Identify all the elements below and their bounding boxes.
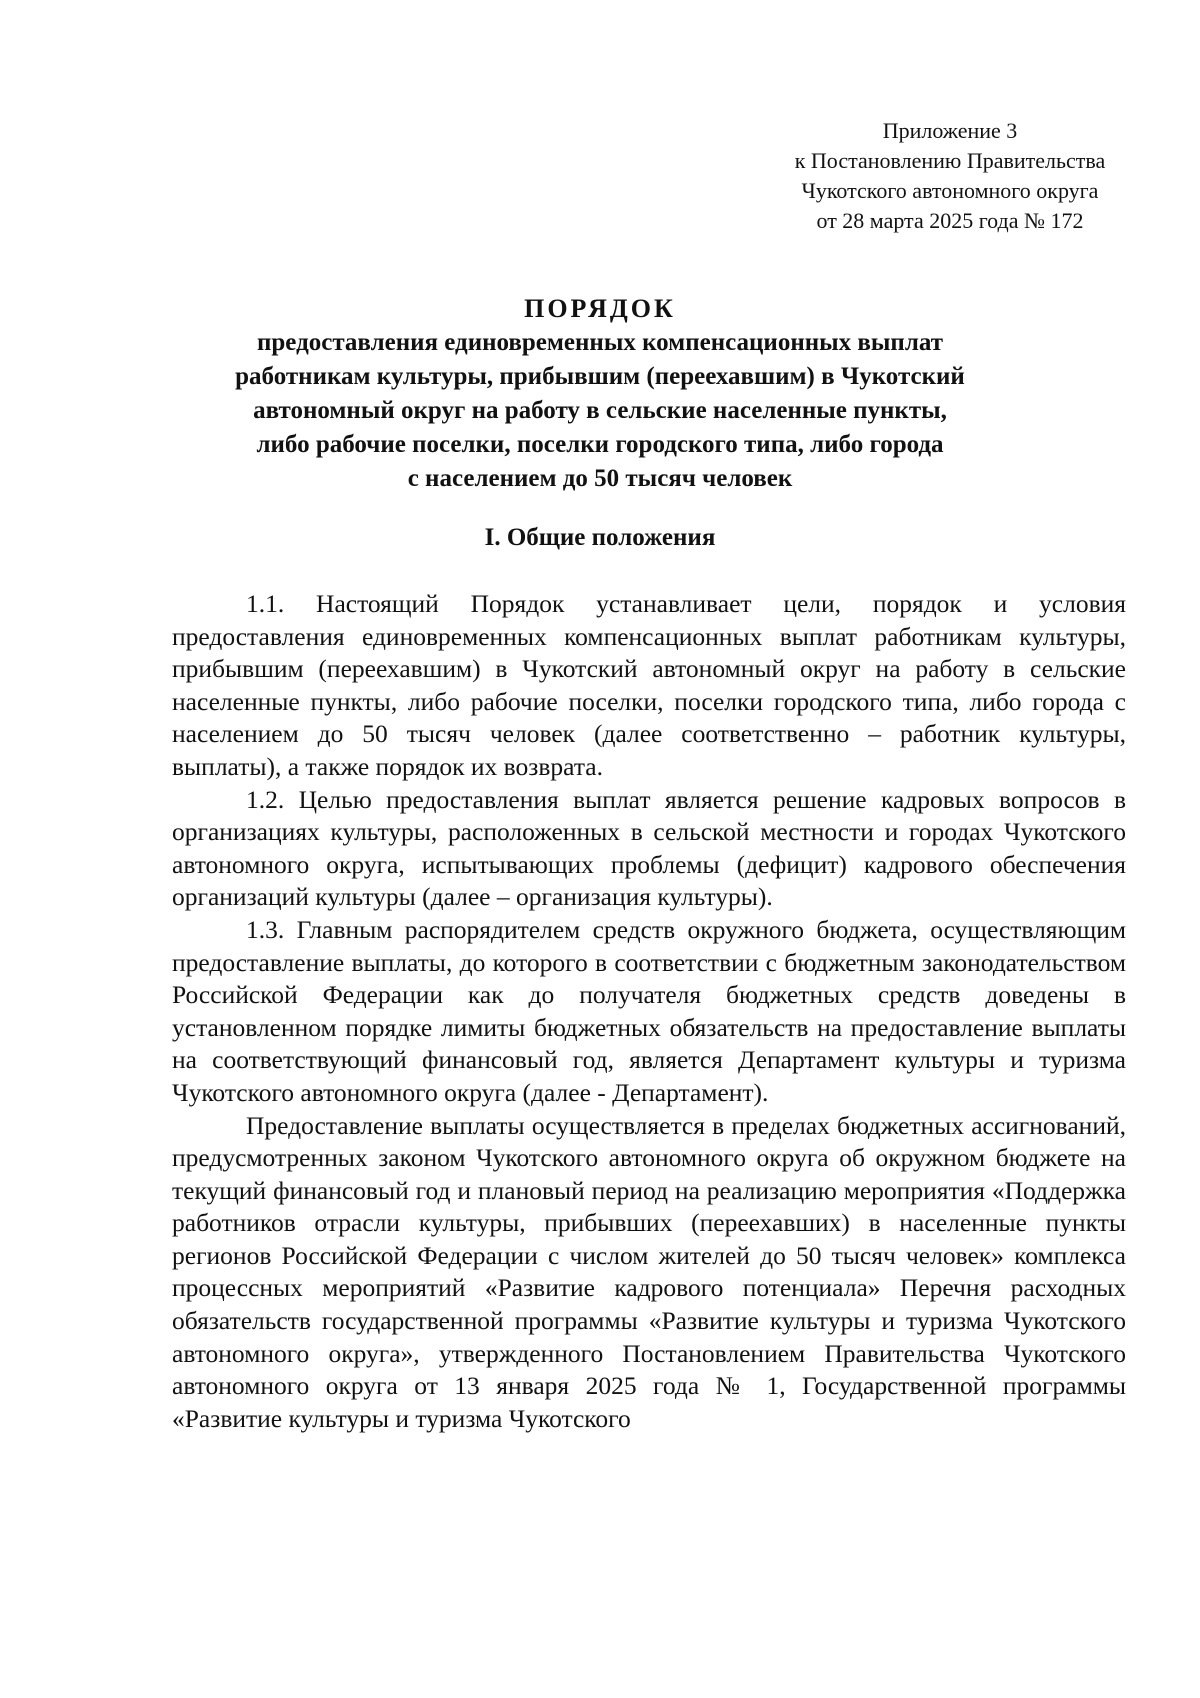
paragraph-funding: Предоставление выплаты осуществляется в пределах бюджетных ассигнований, предусмотренных законом Чукотского автономного округа об окружном бюджете на текущий финансовый год и плановый период на реализацию мероприятия «Поддержка работников отрасли культуры, прибывших (переехавших) в населенные пункты регионов Российской Федерации с числом жителей до 50 тысяч человек» комплекса процессных мероприятий «Развитие кадрового потенциала» Перечня расходных обязательств государственной программы «Развитие культуры и туризма Чукотского автономного округа», утвержденного Постановлением Правительства Чукотского автономного округа от 13 января 2025 года № 1, Государственной программы «Развитие культуры и туризма Чукотского bbox=[172, 1110, 1126, 1433]
document-subtitle bbox=[160, 326, 1040, 496]
subtitle-line: предоставления единовременных компенсационных выплат bbox=[257, 329, 943, 356]
document-title: ПОРЯДОК bbox=[524, 294, 676, 323]
appendix-reference: к Постановлению Правительства bbox=[794, 148, 1106, 173]
document-body bbox=[172, 588, 1126, 1435]
appendix-number: Приложение 3 bbox=[882, 118, 1018, 143]
section-heading: I. Общие положения bbox=[484, 524, 716, 551]
subtitle-line: либо рабочие поселки, поселки городского типа, либо города bbox=[256, 431, 944, 458]
appendix-authority: Чукотского автономного округа bbox=[801, 178, 1099, 203]
paragraph-1-2: 1.2. Целью предоставления выплат является решение кадровых вопросов в организациях культуры, расположенных в сельской местности и городах Чукотского автономного округа, испытывающих проблемы (дефицит) кадрового обеспечения организаций культуры (далее – организация культуры). bbox=[172, 784, 1126, 912]
subtitle-line: работникам культуры, прибывшим (переехавшим) в Чукотский bbox=[235, 363, 965, 390]
appendix-block bbox=[760, 116, 1140, 236]
subtitle-line: с населением до 50 тысяч человек bbox=[407, 465, 793, 492]
paragraph-1-3: 1.3. Главным распорядителем средств окружного бюджета, осуществляющим предоставление выплаты, до которого в соответствии с бюджетным законодательством Российской Федерации как до получателя бюджетных средств доведены в установленном порядке лимиты бюджетных обязательств на предоставление выплаты на соответствующий финансовый год, является Департамент культуры и туризма Чукотского автономного округа (далее - Департамент). bbox=[172, 914, 1126, 1107]
paragraph-1-1: 1.1. Настоящий Порядок устанавливает цели, порядок и условия предоставления единовременных компенсационных выплат работникам культуры, прибывшим (переехавшим) в Чукотский автономный округ на работу в сельские населенные пункты, либо рабочие поселки, поселки городского типа, либо города с населением до 50 тысяч человек (далее соответственно – работник культуры, выплаты), а также порядок их возврата. bbox=[172, 589, 1126, 781]
subtitle-line: автономный округ на работу в сельские населенные пункты, bbox=[253, 397, 947, 424]
appendix-date: от 28 марта 2025 года № 172 bbox=[816, 208, 1084, 233]
